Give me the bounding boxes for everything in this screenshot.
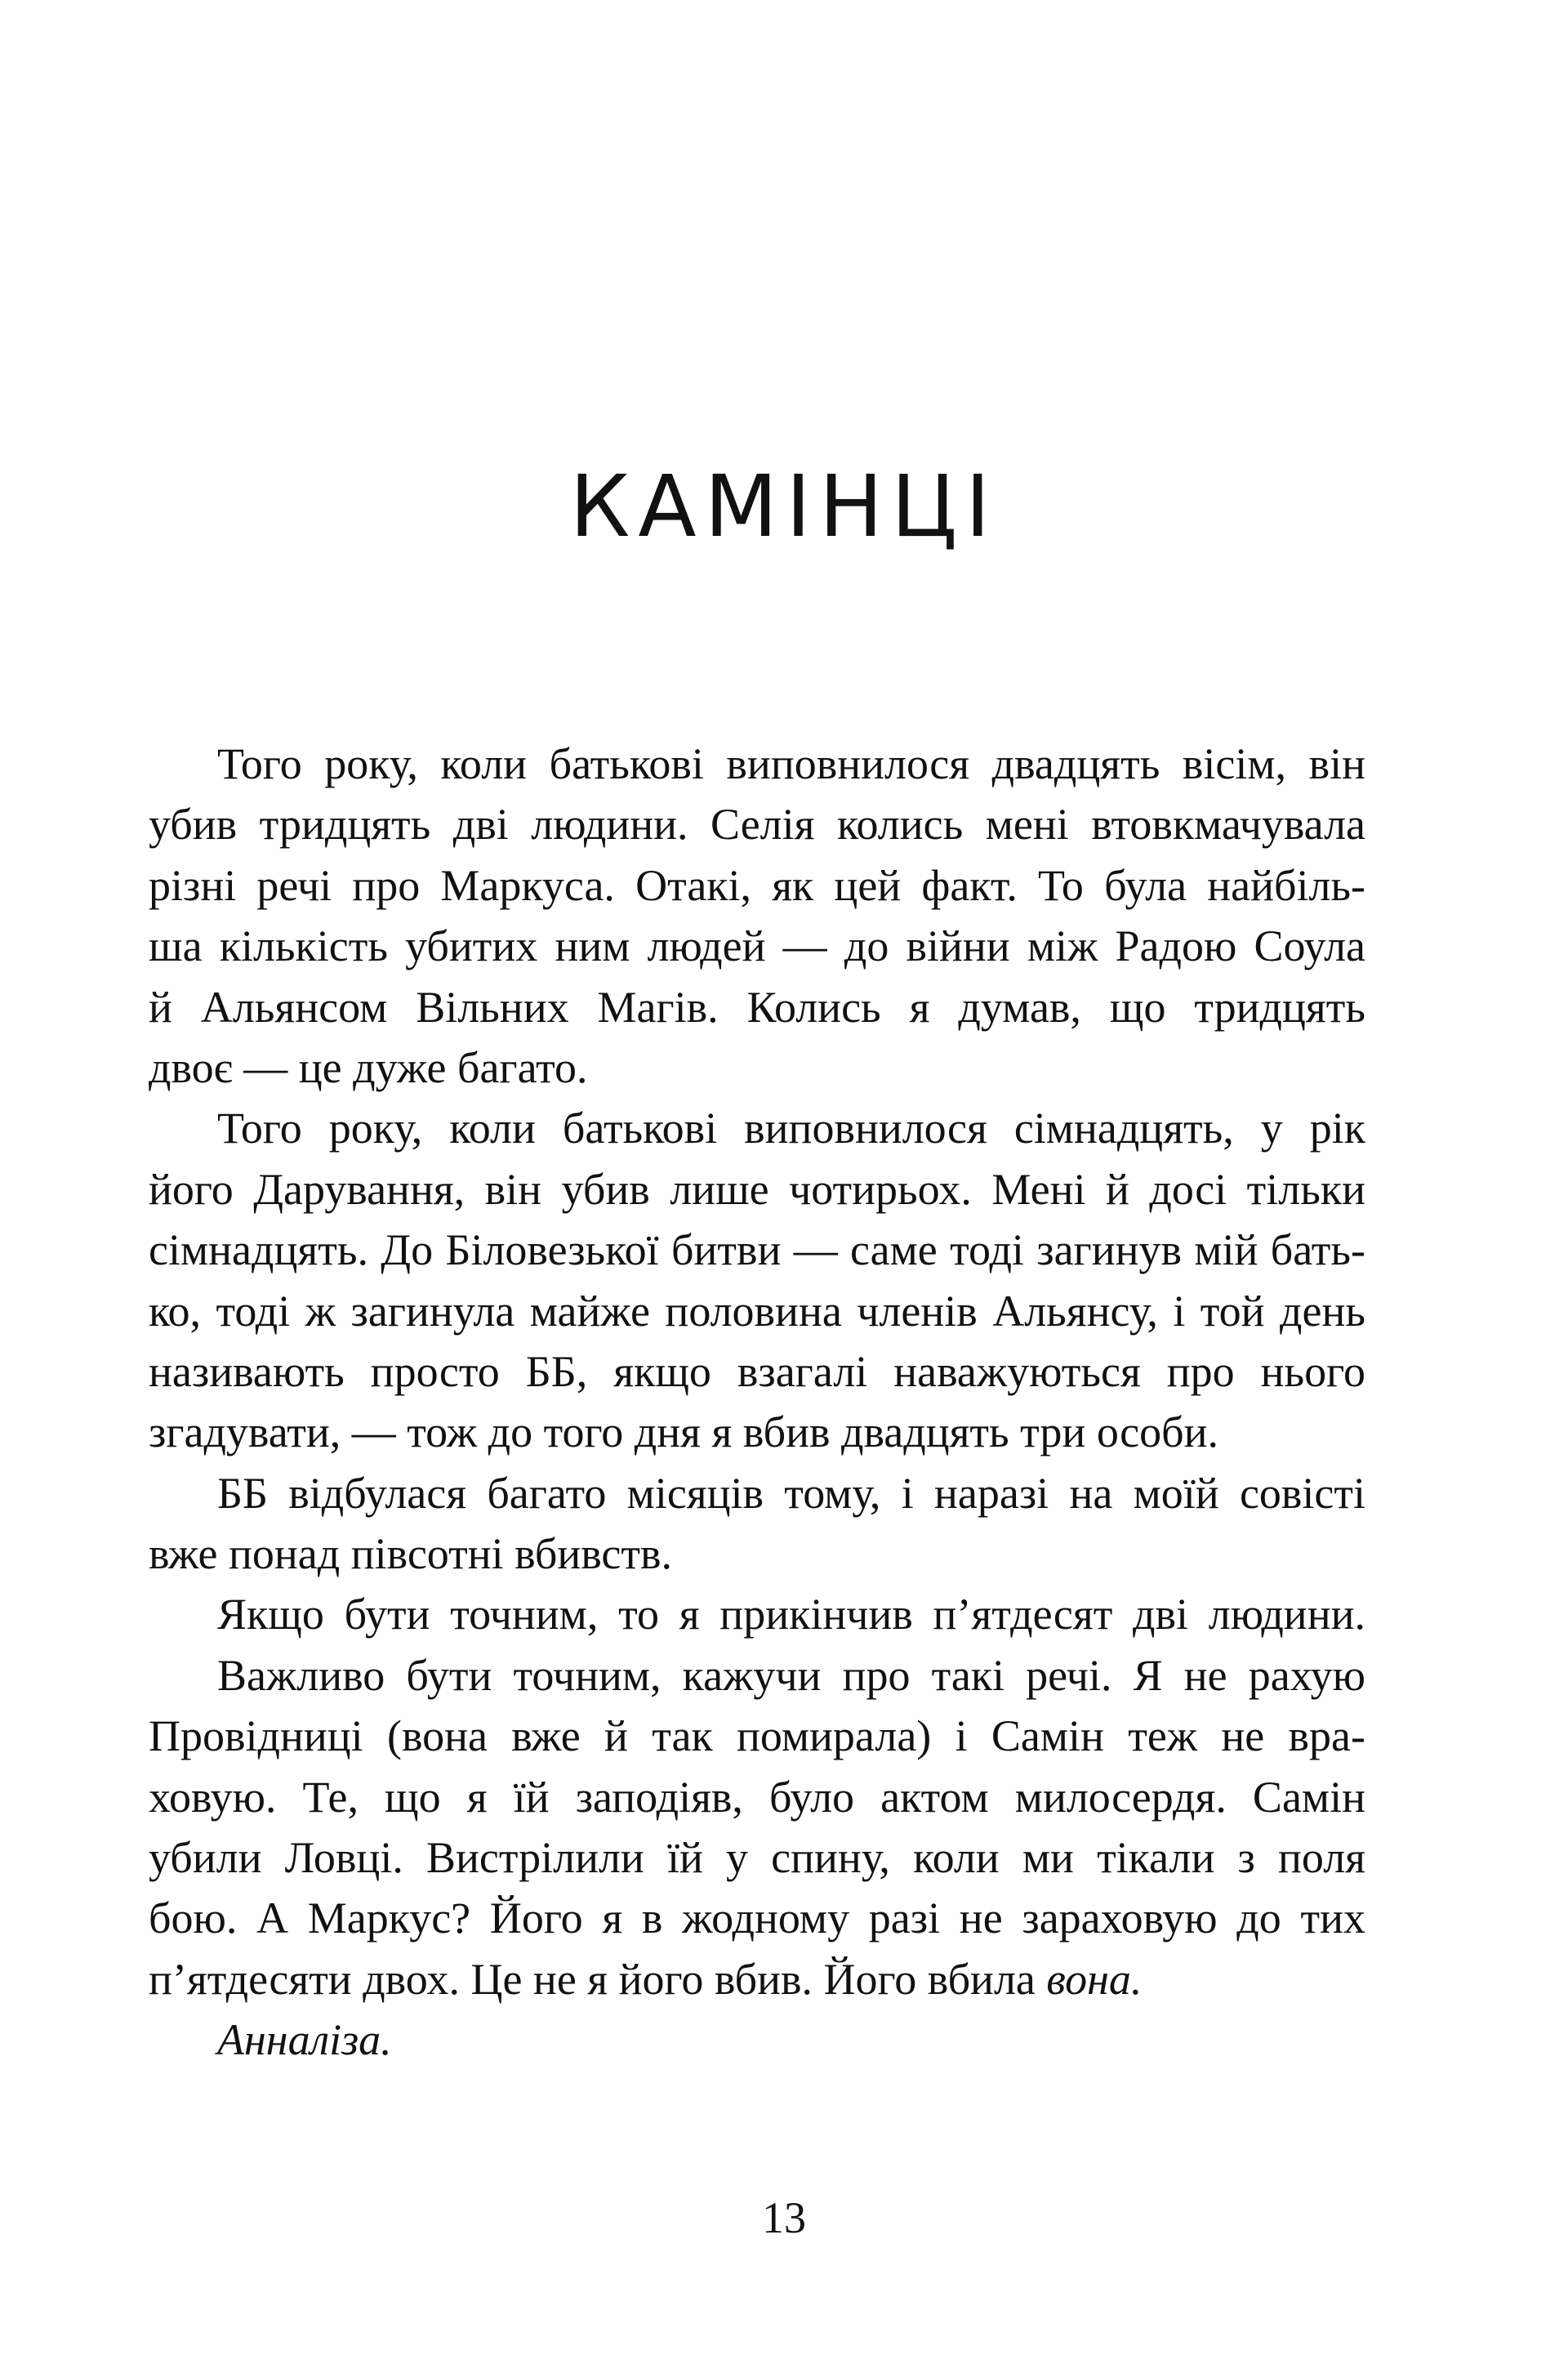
text-line: ко, тоді ж загинула майже половина членів Альянсу, і той день	[149, 1286, 1365, 1336]
text-plain: п’ятдесяти двох. Це не я його вбив. Його вбила	[149, 1954, 1047, 2004]
text-italic-emphasis: вона.	[1046, 1954, 1143, 2004]
page-number: 13	[762, 2193, 806, 2242]
text-line	[149, 1949, 1365, 2009]
text-line: Провідниці (вона вже й так помирала) і Самін теж не вра-	[149, 1711, 1365, 1761]
text-line: називають просто ББ, якщо взагалі наважуються про нього	[149, 1346, 1365, 1396]
text-line: Того року, коли батькові виповнилося двадцять вісім, він	[217, 739, 1365, 788]
text-line: сімнадцять. До Біловезької битви — саме тоді загинув мій бать-	[149, 1225, 1365, 1275]
text-line: убили Ловці. Вистрілили їй у спину, коли ми тікали з поля	[149, 1833, 1365, 1883]
text-line: вже понад півсотні вбивств.	[149, 1529, 672, 1579]
text-line: й Альянсом Вільних Магів. Колись я думав, що тридцять	[149, 982, 1365, 1032]
text-line: згадувати, — тож до того дня я вбив двадцять три особи.	[149, 1407, 1219, 1457]
text-line: Важливо бути точним, кажучи про такі речі. Я не рахую	[217, 1650, 1365, 1700]
text-line: двоє — це дуже багато.	[149, 1042, 588, 1092]
text-line: ша кількість убитих ним людей — до війни між Радою Соула	[149, 921, 1365, 971]
text-line: убив тридцять дві людини. Селія колись мені втовкмачувала	[149, 800, 1365, 850]
chapter-body	[149, 734, 1365, 2071]
text-line: ББ відбулася багато місяців тому, і наразі на моїй совісті	[217, 1468, 1365, 1518]
text-line: бою. А Маркус? Його я в жодному разі не зараховую до тих	[149, 1893, 1365, 1943]
text-line: його Дарування, він убив лише чотирьох. Мені й досі тільки	[149, 1164, 1365, 1214]
text-line: Того року, коли батькові виповнилося сімнадцять, у рік	[217, 1104, 1365, 1153]
text-line: різні речі про Маркуса. Отакі, як цей факт. То була найбіль-	[149, 860, 1365, 910]
chapter-title: КАМІНЦІ	[569, 456, 999, 556]
text-line: Якщо бути точним, то я прикінчив п’ятдесят дві людини.	[217, 1590, 1365, 1639]
signature-line: Анналіза.	[217, 2015, 392, 2065]
text-line: ховую. Те, що я їй заподіяв, було актом милосердя. Самін	[149, 1772, 1365, 1822]
